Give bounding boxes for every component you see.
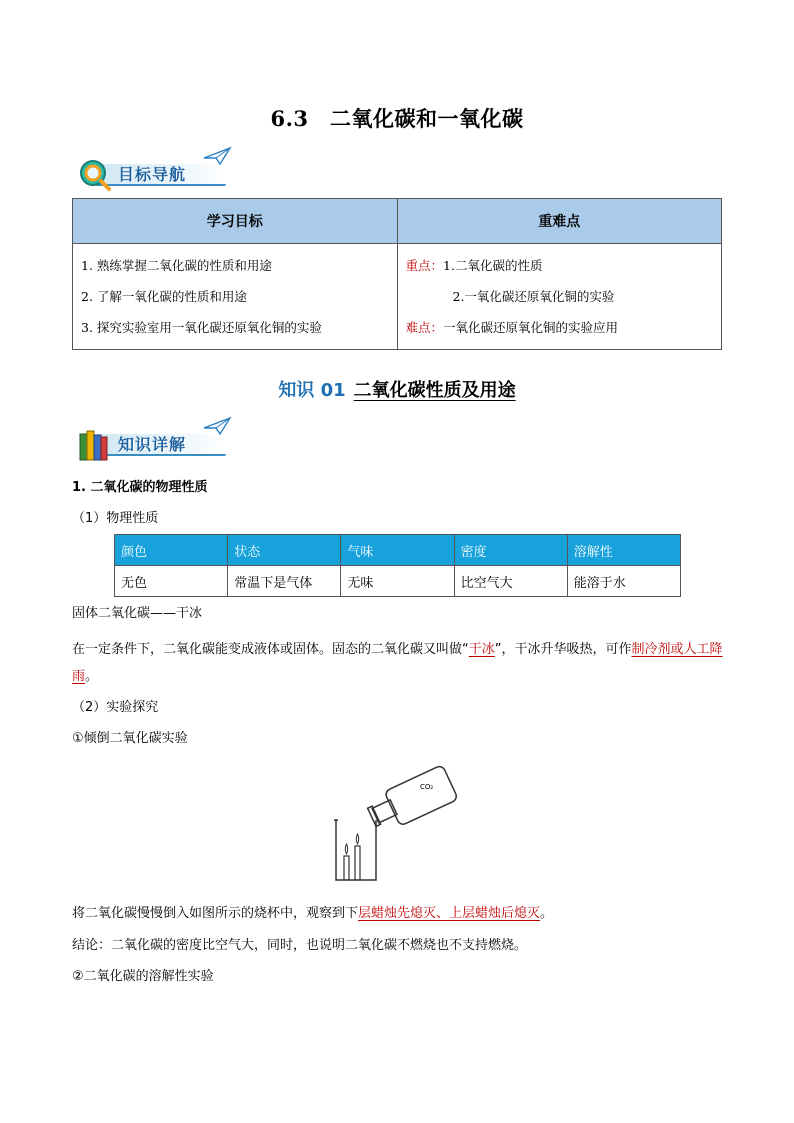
- section-name: 二氧化碳性质及用途: [353, 380, 516, 401]
- prop-value: 比空气大: [454, 566, 567, 597]
- key-point: 1.二氧化碳的性质: [443, 258, 543, 273]
- subheading-physical: （1）物理性质: [72, 511, 159, 526]
- experiment-2-title: ②二氧化碳的溶解性实验: [72, 969, 214, 984]
- prop-header: 气味: [341, 535, 454, 566]
- difficulty-point: 一氧化碳还原氧化铜的实验应用: [443, 320, 619, 335]
- section-title: [0, 376, 794, 402]
- section-number: 知识 01: [278, 380, 346, 401]
- goal-nav-badge-label: 目标导航: [118, 165, 187, 184]
- goal-header: 学习目标: [73, 199, 398, 244]
- refrigerant-term: 制冷剂或: [631, 642, 684, 657]
- conclusion: 结论：二氧化碳的密度比空气大，同时，也说明二氧化碳不燃烧也不支持燃烧。: [72, 938, 528, 953]
- knowledge-detail-badge: [78, 418, 238, 462]
- paper-plane-icon: [202, 146, 232, 166]
- goal-list: [73, 244, 398, 350]
- goal-table: [72, 198, 722, 350]
- keypoint-list: [397, 244, 722, 350]
- goal-item: 3. 探究实验室用一氧化碳还原氧化铜的实验: [81, 320, 322, 335]
- page-title: 6.3 二氧化碳和一氧化碳: [270, 106, 524, 131]
- prop-value: 无色: [115, 566, 228, 597]
- prop-header: 状态: [228, 535, 341, 566]
- goal-nav-badge: [78, 148, 238, 192]
- prop-header: 密度: [454, 535, 567, 566]
- artificial-rain-term: 人工降雨: [72, 642, 723, 684]
- paragraph-dry-ice: 在一定条件下，二氧化碳能变成液体或固体。固态的二氧化碳又叫做“干冰”，干冰升华吸热，可作制冷剂或人工降雨。: [72, 642, 723, 684]
- dry-ice-line: 固体二氧化碳——干冰: [72, 606, 203, 621]
- properties-table: [114, 534, 681, 597]
- observation-result: 层蜡烛先熄灭、上层蜡烛后熄灭: [358, 906, 541, 921]
- co2-label: CO₂: [420, 783, 434, 791]
- heading-physical-properties: 1. 二氧化碳的物理性质: [72, 480, 208, 495]
- prop-value: 常温下是气体: [228, 566, 341, 597]
- subheading-experiment: （2）实验探究: [72, 700, 159, 715]
- paragraph-observation: 将二氧化碳慢慢倒入如图所示的烧杯中，观察到下层蜡烛先熄灭、上层蜡烛后熄灭。: [72, 906, 554, 921]
- dry-ice-term: 干冰: [468, 642, 495, 657]
- difficulty-label: 难点：: [405, 320, 444, 335]
- prop-value: 无味: [341, 566, 454, 597]
- magnifier-icon: [78, 158, 112, 192]
- keypoint-header: 重难点: [397, 199, 722, 244]
- key-point: 2.一氧化碳还原氧化铜的实验: [452, 289, 615, 304]
- prop-header: 溶解性: [567, 535, 680, 566]
- co2-pouring-figure: [328, 758, 458, 888]
- knowledge-detail-badge-label: 知识详解: [118, 435, 187, 454]
- key-label: 重点：: [405, 258, 444, 273]
- prop-value: 能溶于水: [567, 566, 680, 597]
- goal-item: 1. 熟练掌握二氧化碳的性质和用途: [81, 258, 272, 273]
- prop-header: 颜色: [115, 535, 228, 566]
- books-icon: [78, 428, 110, 462]
- goal-item: 2. 了解一氧化碳的性质和用途: [81, 289, 247, 304]
- experiment-1-title: ①倾倒二氧化碳实验: [72, 731, 188, 746]
- paper-plane-icon: [202, 416, 232, 436]
